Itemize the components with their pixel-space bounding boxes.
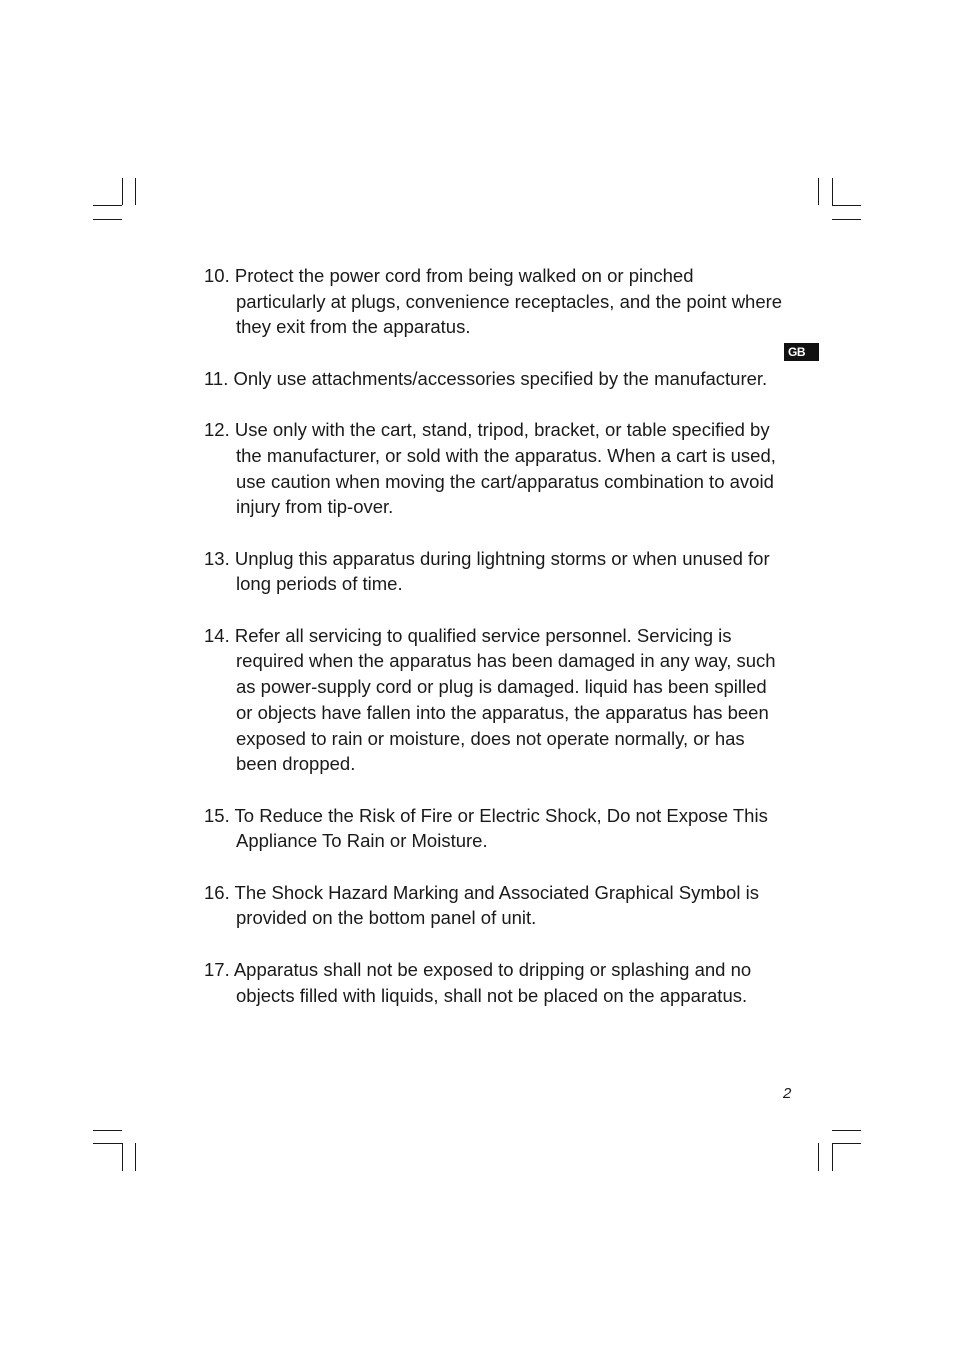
page-number: 2 [783, 1085, 792, 1102]
crop-mark-top-right-v [818, 178, 819, 205]
list-item [204, 417, 784, 520]
crop-mark-top-left-h2 [93, 219, 122, 220]
item-text: Use only with the cart, stand, tripod, bracket, or table specified by the manufacturer, or sold with the apparatus. When a cart is used, use caution when moving the cart/apparatus combination to avoid injury from tip-over. [234, 419, 776, 518]
crop-mark-bottom-right-v2 [832, 1143, 833, 1171]
list-item [204, 957, 784, 1008]
item-number: 16. [204, 881, 230, 903]
crop-mark-top-right-h2 [832, 219, 861, 220]
item-number: 12. [204, 419, 230, 441]
crop-mark-bottom-left-h [93, 1130, 122, 1131]
crop-mark-top-left-h [93, 205, 122, 206]
crop-mark-top-right-v2 [832, 178, 833, 205]
item-text: Unplug this apparatus during lightning storms or when unused for long periods of time. [234, 547, 770, 595]
crop-mark-top-left-v [122, 178, 123, 205]
item-number: 15. [204, 804, 230, 826]
item-text: Apparatus shall not be exposed to dripping or splashing and no objects filled with liquids, shall not be placed on the apparatus. [233, 958, 752, 1006]
item-number: 14. [204, 624, 230, 646]
list-item [204, 366, 784, 392]
crop-mark-bottom-left-h2 [93, 1143, 122, 1144]
crop-mark-bottom-right-h [832, 1130, 861, 1131]
item-number: 11. [204, 367, 229, 389]
safety-instructions-list [204, 263, 784, 1034]
crop-mark-top-left-v2 [135, 178, 136, 205]
crop-mark-bottom-left-v2 [135, 1143, 136, 1171]
item-text: Refer all servicing to qualified service personnel. Servicing is required when the apparatus has been damaged in any way, such as power-supply cord or plug is damaged. liquid has been spilled or objects have fallen into the apparatus, the apparatus has been exposed to rain or moisture, does not operate normally, or has been dropped. [234, 624, 776, 775]
language-badge: GB [784, 343, 819, 361]
item-text: The Shock Hazard Marking and Associated Graphical Symbol is provided on the bottom panel of unit. [234, 881, 759, 929]
list-item [204, 546, 784, 597]
crop-mark-bottom-right-h2 [832, 1143, 861, 1144]
item-text: To Reduce the Risk of Fire or Electric Shock, Do not Expose This Appliance To Rain or Moisture. [234, 804, 768, 852]
list-item [204, 263, 784, 340]
list-item [204, 880, 784, 931]
item-text: Only use attachments/accessories specified by the manufacturer. [233, 367, 768, 389]
item-number: 10. [204, 265, 230, 286]
list-item [204, 803, 784, 854]
item-number: 17. [204, 958, 230, 980]
crop-mark-bottom-left-v [122, 1143, 123, 1171]
list-item [204, 623, 784, 777]
crop-mark-top-right-h [832, 205, 861, 206]
crop-mark-bottom-right-v [818, 1143, 819, 1171]
item-number: 13. [204, 547, 230, 569]
item-text: Protect the power cord from being walked on or pinched particularly at plugs, convenience receptacles, and the point where they exit from the apparatus. [234, 265, 783, 338]
